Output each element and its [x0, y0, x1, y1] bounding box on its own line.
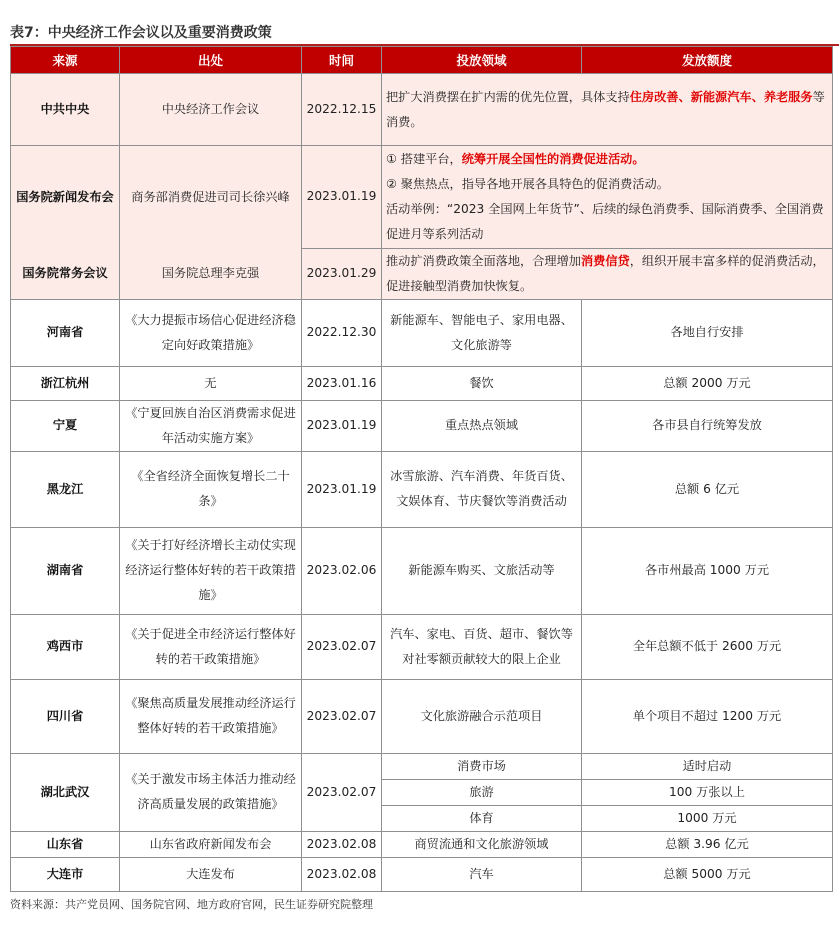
- cell-field: 新能源车、智能电子、家用电器、文化旅游等: [382, 299, 582, 366]
- header-field: 投放领域: [382, 47, 582, 74]
- table-row: [11, 679, 833, 753]
- cell-amount: 100 万张以上: [582, 779, 833, 805]
- cell-source: 中共中央: [11, 74, 120, 146]
- cell-origin: 《全省经济全面恢复增长二十条》: [120, 451, 302, 527]
- cell-amount: 单个项目不超过 1200 万元: [582, 679, 833, 753]
- cell-date: 2023.01.19: [302, 400, 382, 451]
- cell-date: 2023.01.19: [302, 146, 382, 249]
- cell-amount: 各市县自行统筹发放: [582, 400, 833, 451]
- cell-policy-text: [382, 74, 833, 146]
- cell-amount: 适时启动: [582, 753, 833, 779]
- header-origin: 出处: [120, 47, 302, 74]
- cell-amount: 总额 5000 万元: [582, 857, 833, 891]
- highlight-text: 消费信贷: [581, 253, 630, 268]
- point-text: ① 搭建平台，: [386, 151, 462, 166]
- policy-table: [10, 46, 833, 892]
- cell-field: 汽车: [382, 857, 582, 891]
- cell-field: 文化旅游融合示范项目: [382, 679, 582, 753]
- highlight-separator: 、: [751, 89, 764, 104]
- highlight-text: 新能源汽车: [690, 89, 752, 104]
- cell-source: 四川省: [11, 679, 120, 753]
- cell-field: 重点热点领域: [382, 400, 582, 451]
- source-note: 资料来源：共产党员网、国务院官网、地方政府官网，民生证券研究院整理: [10, 898, 373, 911]
- policy-point-2: ② 聚焦热点，指导各地开展各具特色的促消费活动。: [386, 176, 669, 191]
- cell-field: 新能源车购买、文旅活动等: [382, 527, 582, 614]
- cell-origin: 山东省政府新闻发布会: [120, 831, 302, 857]
- table-row: [11, 614, 833, 679]
- table-row: [11, 857, 833, 891]
- highlight-text: 统筹开展全国性的消费促进活动。: [461, 151, 645, 166]
- cell-origin: 商务部消费促进司司长徐兴峰: [120, 146, 302, 249]
- cell-origin: 中央经济工作会议: [120, 74, 302, 146]
- header-row: [11, 47, 833, 74]
- cell-amount: 总额 6 亿元: [582, 451, 833, 527]
- cell-origin: 《聚焦高质量发展推动经济运行整体好转的若干政策措施》: [120, 679, 302, 753]
- policy-text: ，组织开展丰富多样的促消费活动，促进接触型消费加快恢复。: [386, 253, 825, 293]
- cell-amount: 全年总额不低于 2600 万元: [582, 614, 833, 679]
- cell-source: 鸡西市: [11, 614, 120, 679]
- cell-date: 2023.01.16: [302, 366, 382, 400]
- cell-policy-text: [382, 248, 833, 299]
- policy-text: 推动扩消费政策全面落地，合理增加: [386, 253, 581, 268]
- cell-amount: 各地自行安排: [582, 299, 833, 366]
- cell-date: 2023.01.19: [302, 451, 382, 527]
- cell-amount: 总额 3.96 亿元: [582, 831, 833, 857]
- header-amount: 发放额度: [582, 47, 833, 74]
- cell-date: 2023.02.08: [302, 857, 382, 891]
- cell-amount: 各市州最高 1000 万元: [582, 527, 833, 614]
- table-row: [11, 451, 833, 527]
- cell-source: 浙江杭州: [11, 366, 120, 400]
- table-row: [11, 400, 833, 451]
- cell-origin: 无: [120, 366, 302, 400]
- cell-source: 山东省: [11, 831, 120, 857]
- table-row: [11, 74, 833, 146]
- header-source: 来源: [11, 47, 120, 74]
- cell-origin: 《关于促进全市经济运行整体好转的若干政策措施》: [120, 614, 302, 679]
- cell-field: 餐饮: [382, 366, 582, 400]
- policy-example: 活动举例：“2023 全国网上年货节”、后续的绿色消费季、国际消费季、全国消费促进月等系列活动: [386, 201, 824, 241]
- cell-date: 2022.12.15: [302, 74, 382, 146]
- policy-text: 等消费。: [386, 89, 825, 129]
- cell-field: 体育: [382, 805, 582, 831]
- table-row: [11, 146, 833, 249]
- cell-origin: 《宁夏回族自治区消费需求促进年活动实施方案》: [120, 400, 302, 451]
- cell-date: 2022.12.30: [302, 299, 382, 366]
- cell-date: 2023.02.07: [302, 614, 382, 679]
- cell-origin: 《关于打好经济增长主动仗实现经济运行整体好转的若干政策措施》: [120, 527, 302, 614]
- cell-policy-text: [382, 146, 833, 249]
- cell-date: 2023.02.07: [302, 753, 382, 831]
- header-date: 时间: [302, 47, 382, 74]
- table-row: [11, 366, 833, 400]
- cell-date: 2023.02.07: [302, 679, 382, 753]
- table-row: [11, 527, 833, 614]
- cell-amount: 1000 万元: [582, 805, 833, 831]
- policy-text: 把扩大消费摆在扩内需的优先位置，具体支持: [386, 89, 630, 104]
- policy-point-1: [386, 147, 828, 172]
- cell-date: 2023.01.29: [302, 248, 382, 299]
- cell-origin: 大连发布: [120, 857, 302, 891]
- cell-origin: 《关于激发市场主体活力推动经济高质量发展的政策措施》: [120, 753, 302, 831]
- cell-amount: 总额 2000 万元: [582, 366, 833, 400]
- cell-field: 旅游: [382, 779, 582, 805]
- table-row: [11, 299, 833, 366]
- highlight-text: 养老服务: [763, 89, 813, 104]
- cell-source: 宁夏: [11, 400, 120, 451]
- highlight-separator: 、: [678, 89, 691, 104]
- cell-date: 2023.02.08: [302, 831, 382, 857]
- cell-source: 河南省: [11, 299, 120, 366]
- table-row: [11, 753, 833, 779]
- cell-field: 消费市场: [382, 753, 582, 779]
- highlight-text: 住房改善: [629, 89, 679, 104]
- cell-date: 2023.02.06: [302, 527, 382, 614]
- table-row: [11, 831, 833, 857]
- cell-source: 湖南省: [11, 527, 120, 614]
- cell-origin: 国务院总理李克强: [120, 248, 302, 299]
- cell-field: 冰雪旅游、汽车消费、年货百货、文娱体育、节庆餐饮等消费活动: [382, 451, 582, 527]
- cell-field: 商贸流通和文化旅游领域: [382, 831, 582, 857]
- table-title: 表7：中央经济工作会议以及重要消费政策: [10, 25, 272, 41]
- cell-source: 黑龙江: [11, 451, 120, 527]
- cell-source: 大连市: [11, 857, 120, 891]
- cell-source: 国务院常务会议: [11, 248, 120, 299]
- cell-field: 汽车、家电、百货、超市、餐饮等对社零额贡献较大的限上企业: [382, 614, 582, 679]
- cell-source: 国务院新闻发布会: [11, 146, 120, 249]
- cell-source: 湖北武汉: [11, 753, 120, 831]
- cell-origin: 《大力提振市场信心促进经济稳定向好政策措施》: [120, 299, 302, 366]
- table-row: [11, 248, 833, 299]
